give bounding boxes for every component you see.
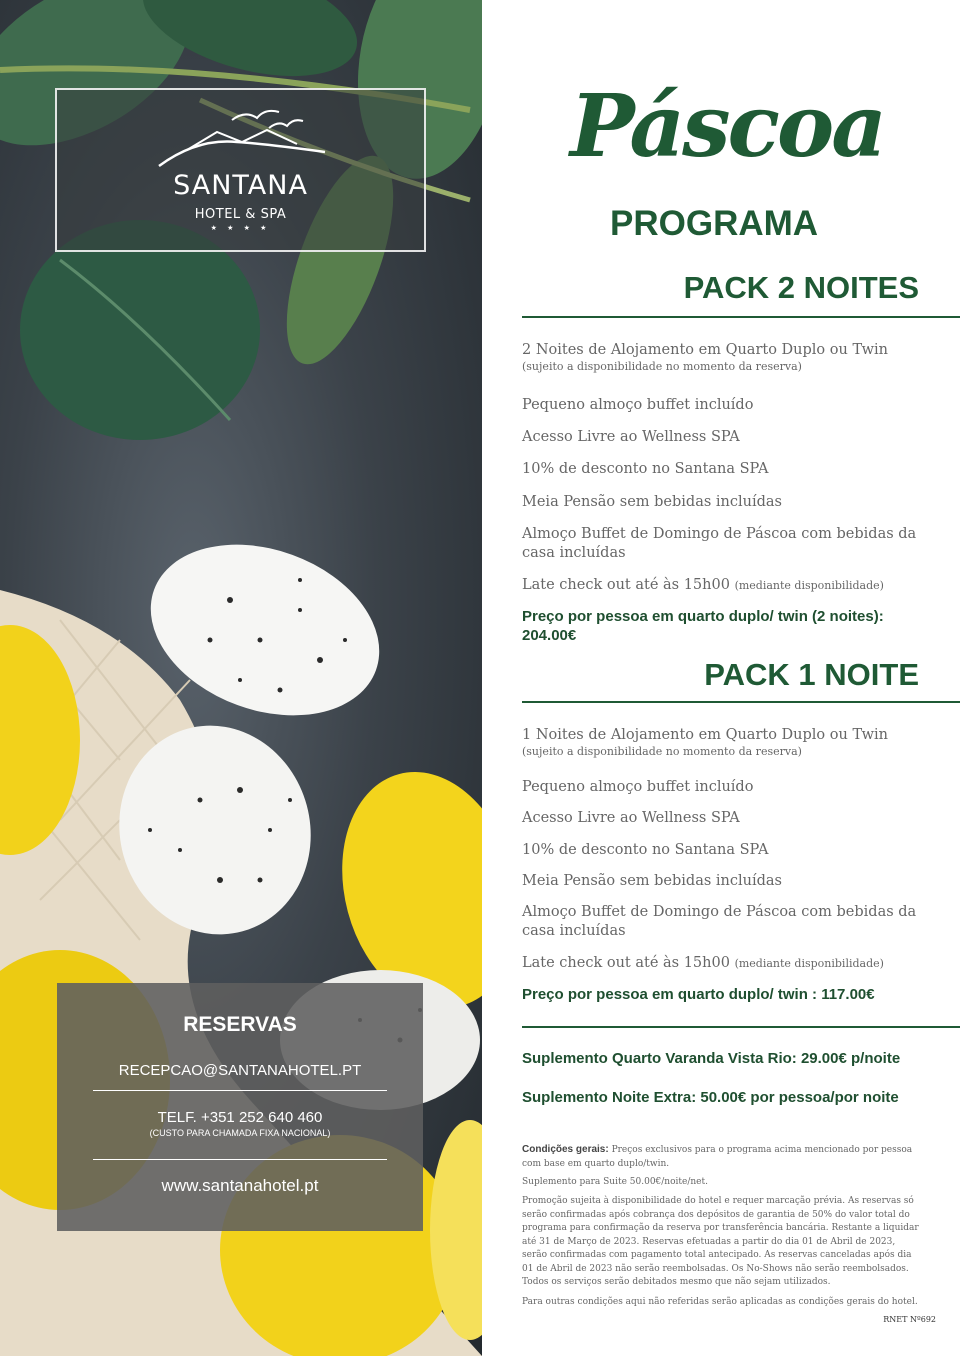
item-text: 1 Noites de Alojamento em Quarto Duplo ou Twin bbox=[522, 727, 888, 743]
item-text: Late check out até às 15h00 bbox=[522, 955, 730, 971]
pack-1-item: Pequeno almoço buffet incluído bbox=[522, 779, 754, 795]
conditions-intro-text: Preços exclusivos para o programa acima mencionado por pessoa com base em quarto duplo/twin. bbox=[522, 1145, 913, 1169]
item-note: (mediante disponibilidade) bbox=[734, 579, 884, 592]
rnet-number: RNET Nº692 bbox=[883, 1315, 936, 1324]
divider bbox=[522, 701, 960, 703]
website-link[interactable]: www.santanahotel.pt bbox=[161, 1176, 319, 1195]
pack-1-item: 10% de desconto no Santana SPA bbox=[522, 842, 769, 858]
reservations-phone[interactable]: TELF. +351 252 640 460 bbox=[157, 1109, 323, 1126]
conditions-label: Condições gerais: bbox=[522, 1144, 609, 1155]
pack-2-item bbox=[522, 576, 922, 595]
pack-2-item: Acesso Livre ao Wellness SPA bbox=[522, 429, 740, 445]
reservations-email[interactable]: RECEPCAO@SANTANAHOTEL.PT bbox=[118, 1062, 362, 1079]
conditions-intro bbox=[522, 1143, 920, 1171]
pack-2-item: 10% de desconto no Santana SPA bbox=[522, 461, 769, 477]
pack-1-item bbox=[522, 954, 922, 973]
hotel-name: SANTANA bbox=[173, 170, 308, 201]
conditions-suite: Suplemento para Suite 50.00€/noite/net. bbox=[522, 1177, 708, 1187]
hotel-subtitle: HOTEL & SPA bbox=[194, 207, 287, 222]
item-note: (mediante disponibilidade) bbox=[734, 957, 884, 970]
pack-1-item bbox=[522, 726, 922, 759]
divider bbox=[93, 1159, 387, 1160]
pack-2-item: Almoço Buffet de Domingo de Páscoa com bebidas da casa incluídas bbox=[522, 526, 917, 561]
conditions-other: Para outras condições aqui não referidas serão aplicadas as condições gerais do hotel. bbox=[522, 1297, 918, 1307]
reservations-box bbox=[57, 983, 423, 1231]
pack-1-item: Almoço Buffet de Domingo de Páscoa com bebidas da casa incluídas bbox=[522, 904, 917, 939]
item-note: (sujeito a disponibilidade no momento da reserva) bbox=[522, 745, 802, 758]
hotel-stars: ★ ★ ★ ★ bbox=[210, 224, 271, 232]
item-text: Late check out até às 15h00 bbox=[522, 577, 730, 593]
pack-1-item: Meia Pensão sem bebidas incluídas bbox=[522, 873, 782, 889]
pack-1-price: Preço por pessoa em quarto duplo/ twin : 117.00€ bbox=[522, 986, 875, 1003]
pack-1-title: PACK 1 NOITE bbox=[704, 657, 919, 692]
pack-2-price: Preço por pessoa em quarto duplo/ twin (2 noites): 204.00€ bbox=[522, 608, 884, 644]
program-title: PROGRAMA bbox=[610, 204, 819, 243]
pack-2-item bbox=[522, 341, 922, 374]
easter-script-title: Páscoa bbox=[570, 76, 884, 177]
pack-2-title: PACK 2 NOITES bbox=[683, 270, 919, 305]
divider bbox=[93, 1090, 387, 1091]
phone-cost-note: (CUSTO PARA CHAMADA FIXA NACIONAL) bbox=[149, 1128, 331, 1138]
pack-2-item: Pequeno almoço buffet incluído bbox=[522, 397, 754, 413]
conditions-promo: Promoção sujeita à disponibilidade do hotel e requer marcação prévia. As reservas só serão confirmadas após cobrança dos depósitos de garantia de 50% do valor total do programa para confirmação da reserva por transferência bancária. Restante a liquidar até 31 de Março de 2023. Reservas efetuadas a partir do dia 01 de Abril de 2023, serão confirmadas com pagamento total antecipado. As reservas canceladas após dia 01 de Abril de 2023 não serão reembolsadas. Os No-Shows não serão reembolsados. Todos os serviços serão debitados mesmo que não sejam utilizados. bbox=[522, 1196, 919, 1287]
reservations-title: RESERVAS bbox=[183, 1013, 297, 1036]
item-text: 2 Noites de Alojamento em Quarto Duplo ou Twin bbox=[522, 342, 888, 358]
hotel-logo bbox=[55, 88, 426, 252]
pack-2-item: Meia Pensão sem bebidas incluídas bbox=[522, 494, 782, 510]
supplement-extra-night: Suplemento Noite Extra: 50.00€ por pessoa/por noite bbox=[522, 1089, 899, 1106]
pack-1-item: Acesso Livre ao Wellness SPA bbox=[522, 810, 740, 826]
supplement-river-view: Suplemento Quarto Varanda Vista Rio: 29.00€ p/noite bbox=[522, 1050, 901, 1067]
hotel-logo-icon bbox=[157, 108, 327, 168]
divider bbox=[522, 316, 960, 318]
item-note: (sujeito a disponibilidade no momento da reserva) bbox=[522, 360, 802, 373]
divider bbox=[522, 1026, 960, 1028]
